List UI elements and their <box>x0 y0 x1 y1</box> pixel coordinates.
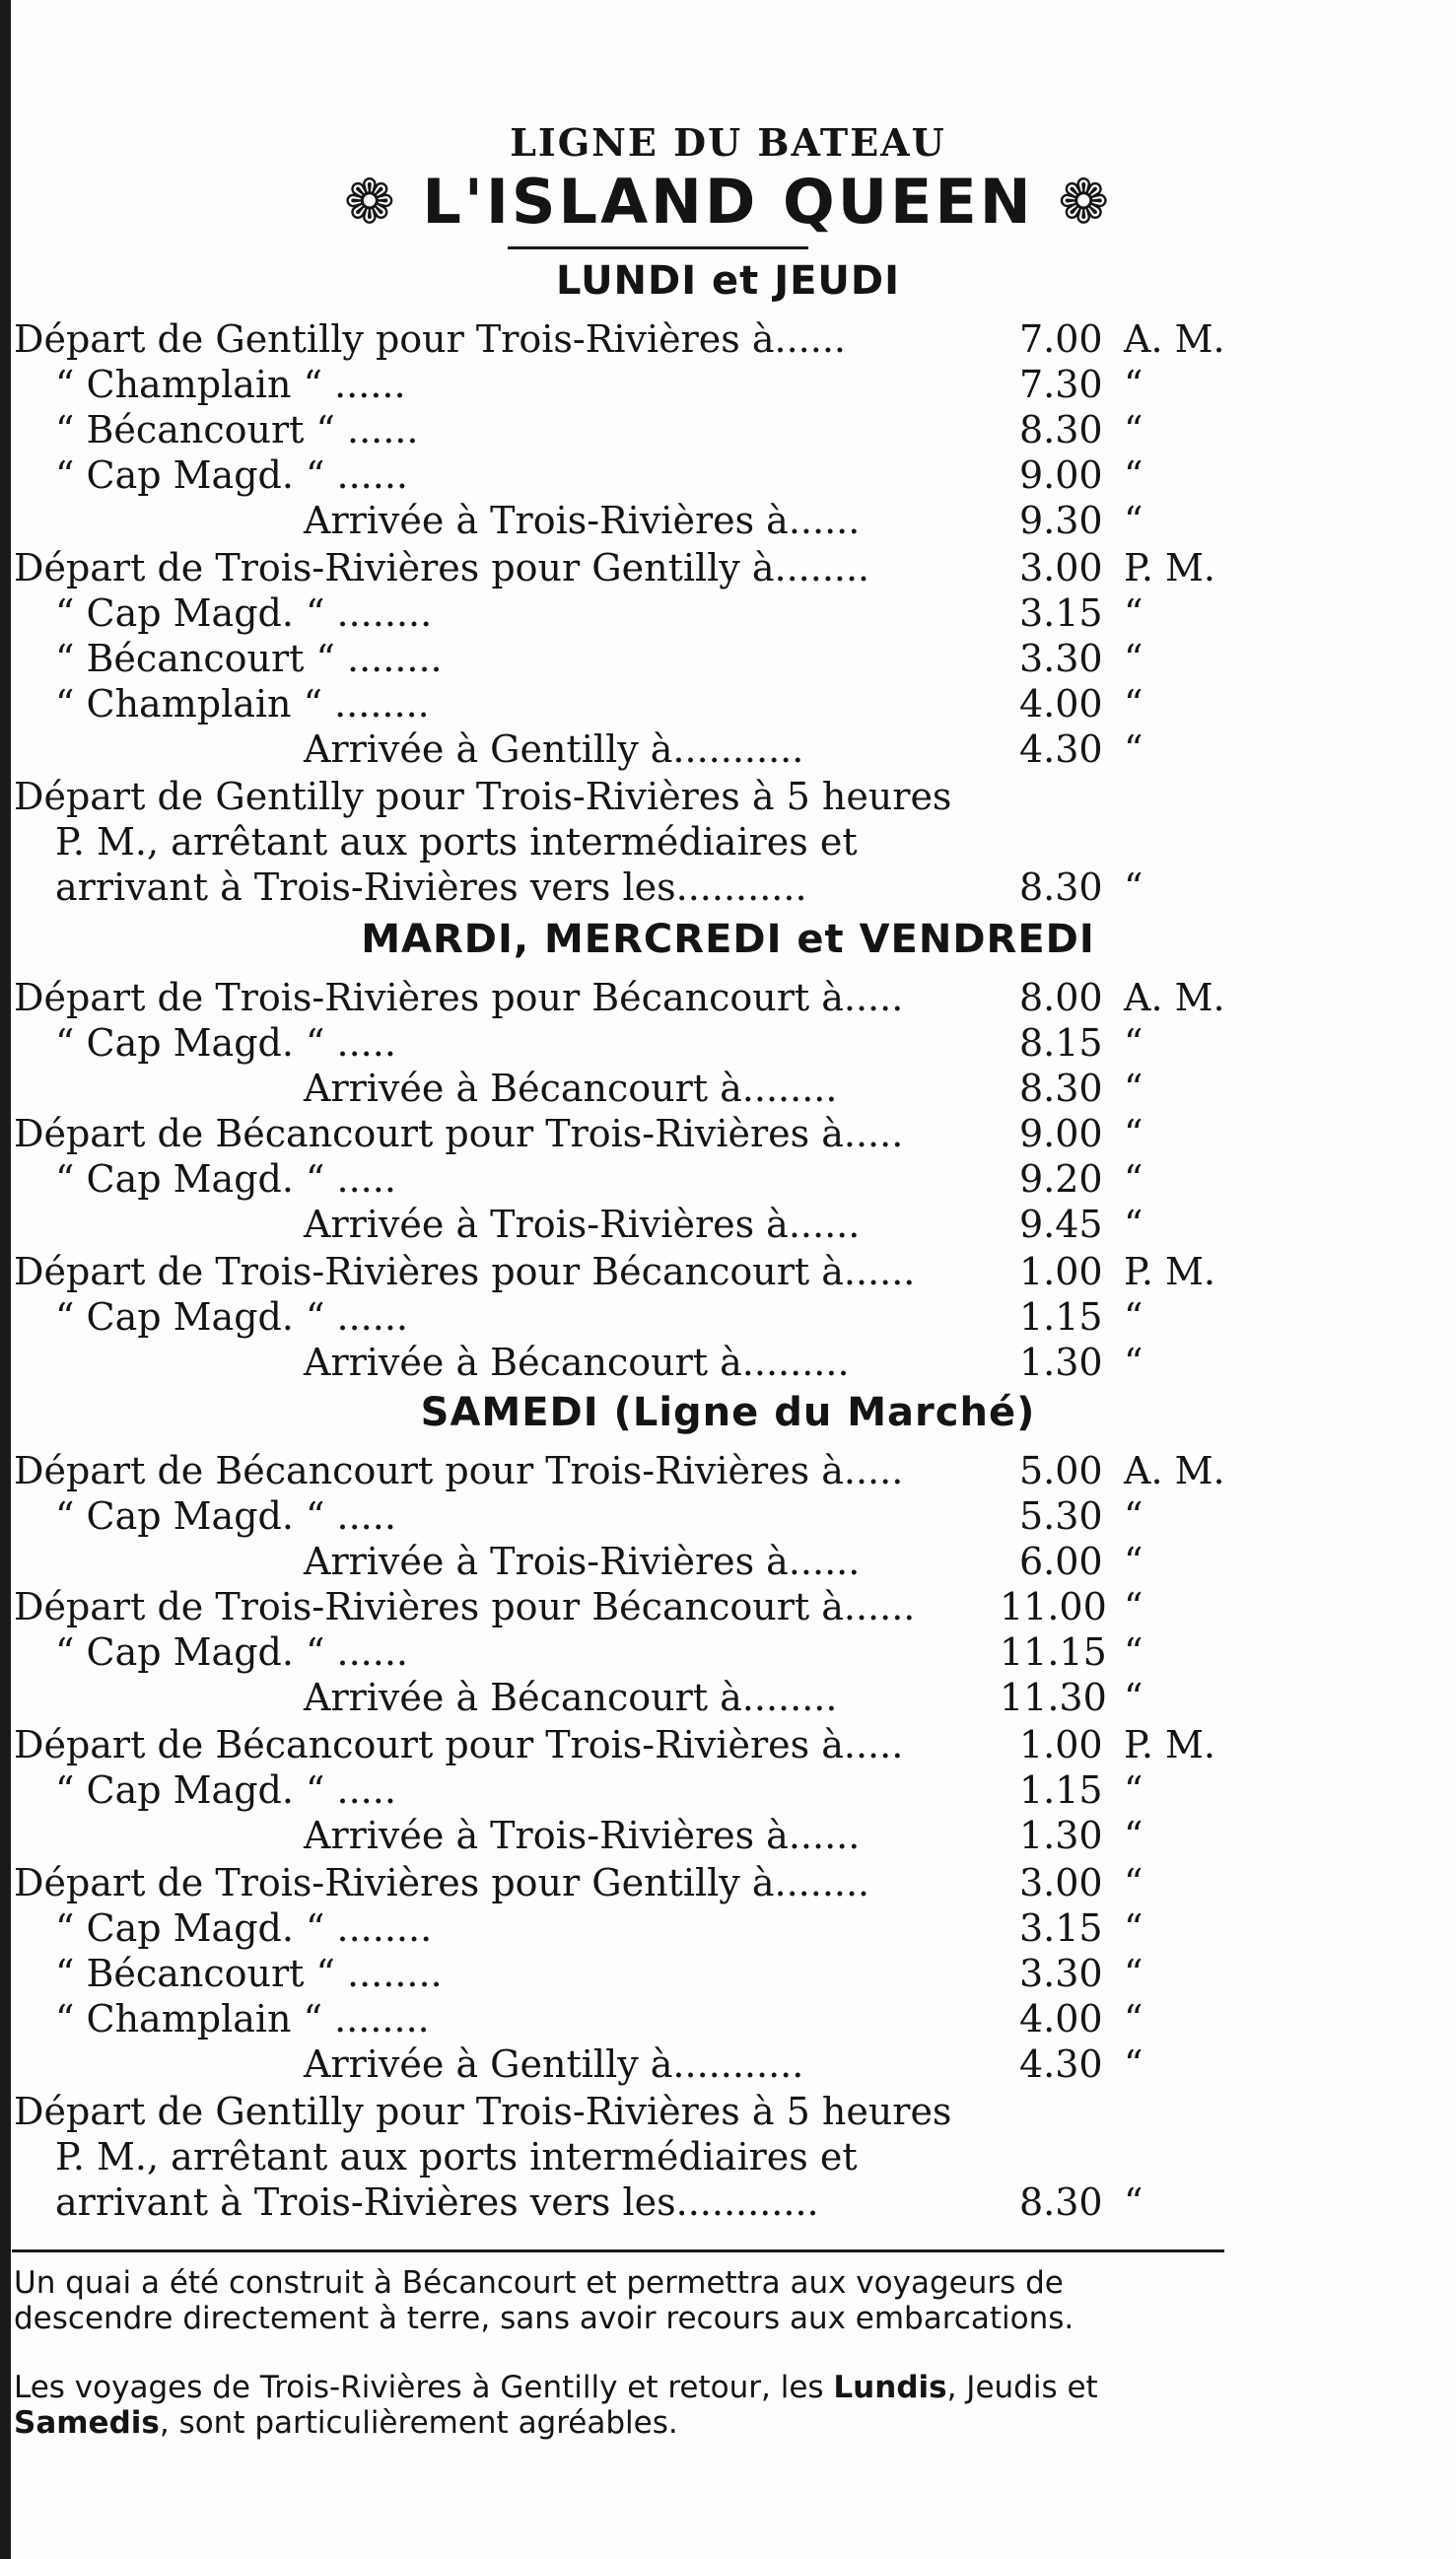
row-label: Départ de Trois-Rivières pour Bécancourt à...... <box>14 1250 916 1293</box>
row-unit: “ <box>1124 1861 1144 1904</box>
note-text: Les voyages de Trois-Rivières à Gentilly et retour, les <box>14 2370 834 2405</box>
row-time: 3.15 <box>1019 591 1103 635</box>
special-departure-unit: “ <box>1124 2180 1144 2224</box>
special-departure-unit: “ <box>1124 865 1144 909</box>
row-unit: P. M. <box>1124 546 1216 589</box>
row-time: 9.20 <box>1019 1157 1103 1201</box>
row-time: 9.30 <box>1019 499 1103 542</box>
row-unit: “ <box>1124 1203 1144 1246</box>
schedule-row <box>0 2042 1456 2088</box>
row-time: 1.30 <box>1019 1341 1103 1384</box>
note-bold-lundis: Lundis <box>833 2370 947 2405</box>
row-unit: “ <box>1124 727 1144 771</box>
row-label: Arrivée à Bécancourt à......... <box>304 1341 850 1384</box>
special-departure-line: arrivant à Trois-Rivières vers les............ <box>55 2180 819 2224</box>
row-unit: “ <box>1124 682 1144 726</box>
row-unit: “ <box>1124 591 1144 635</box>
schedule-row <box>0 1906 1456 1952</box>
row-unit: “ <box>1124 1112 1144 1155</box>
row-label: “ Cap Magd. “ ...... <box>55 1630 408 1674</box>
row-label: Départ de Bécancourt pour Trois-Rivières à..... <box>14 1112 904 1155</box>
row-label: Départ de Gentilly pour Trois-Rivières à...... <box>14 317 846 361</box>
page-title: ❁ L'ISLAND QUEEN ❁ <box>343 166 1113 238</box>
row-label: “ Champlain “ ...... <box>55 363 406 406</box>
schedule-row <box>0 1630 1456 1676</box>
row-time: 8.30 <box>1019 408 1103 451</box>
schedule-row <box>0 453 1456 499</box>
schedule-row <box>0 1449 1456 1494</box>
note-text: , Jeudis et <box>946 2370 1098 2405</box>
row-time: 8.00 <box>1019 976 1103 1019</box>
row-label: “ Cap Magd. “ ........ <box>55 1906 433 1950</box>
schedule-row <box>0 1723 1456 1768</box>
row-time: 9.45 <box>1019 1203 1103 1246</box>
schedule-row <box>0 1952 1456 1997</box>
row-unit: “ <box>1124 1157 1144 1201</box>
schedule-row <box>0 637 1456 682</box>
row-label: Départ de Bécancourt pour Trois-Rivières à..... <box>14 1723 904 1766</box>
title-underline <box>508 246 808 249</box>
row-unit: P. M. <box>1124 1723 1216 1766</box>
note-text: , sont particulièrement agréables. <box>159 2405 678 2441</box>
schedule-row <box>0 1540 1456 1585</box>
pretitle: LIGNE DU BATEAU <box>510 120 946 165</box>
schedule-row <box>0 1250 1456 1295</box>
note-bold-samedis: Samedis <box>14 2405 160 2441</box>
row-label: Arrivée à Gentilly à........... <box>304 2042 804 2086</box>
footer-divider <box>12 2249 1224 2252</box>
special-departure-time: 8.30 <box>1019 865 1103 909</box>
row-unit: “ <box>1124 1067 1144 1110</box>
row-unit: “ <box>1124 408 1144 451</box>
section-heading-mardi-mercredi-vendredi: MARDI, MERCREDI et VENDREDI <box>361 917 1095 962</box>
row-unit: “ <box>1124 1021 1144 1065</box>
row-time: 9.00 <box>1019 1112 1103 1155</box>
schedule-row <box>0 682 1456 727</box>
row-label: “ Cap Magd. “ ..... <box>55 1021 396 1065</box>
row-time: 4.00 <box>1019 682 1103 726</box>
row-unit: “ <box>1124 1814 1144 1857</box>
row-label: “ Cap Magd. “ ...... <box>55 1295 408 1339</box>
row-time: 3.30 <box>1019 1952 1103 1995</box>
row-time: 6.00 <box>1019 1540 1103 1583</box>
schedule-row <box>0 1861 1456 1906</box>
row-label: Arrivée à Bécancourt à........ <box>304 1676 838 1719</box>
row-time: 4.00 <box>1019 1997 1103 2040</box>
row-unit: “ <box>1124 453 1144 497</box>
row-unit: “ <box>1124 1494 1144 1538</box>
row-label: “ Cap Magd. “ ........ <box>55 591 433 635</box>
row-unit: “ <box>1124 1540 1144 1583</box>
row-time: 1.15 <box>1019 1295 1103 1339</box>
row-unit: “ <box>1124 637 1144 680</box>
row-time: 5.00 <box>1019 1449 1103 1492</box>
footer-note-voyages <box>14 2370 1226 2441</box>
row-unit: “ <box>1124 1997 1144 2040</box>
row-label: Départ de Bécancourt pour Trois-Rivières à..... <box>14 1449 904 1492</box>
row-time: 3.15 <box>1019 1906 1103 1950</box>
row-label: Départ de Trois-Rivières pour Bécancourt à..... <box>14 976 904 1019</box>
schedule-row <box>0 1021 1456 1067</box>
row-label: Départ de Trois-Rivières pour Gentilly à........ <box>14 1861 870 1904</box>
schedule-row <box>0 1067 1456 1112</box>
row-label: Départ de Trois-Rivières pour Gentilly à........ <box>14 546 870 589</box>
special-departure-line: Départ de Gentilly pour Trois-Rivières à 5 heures <box>14 2090 952 2133</box>
row-time: 11.00 <box>1000 1585 1107 1628</box>
schedule-row <box>0 1814 1456 1859</box>
schedule-row <box>0 976 1456 1021</box>
schedule-row <box>0 499 1456 544</box>
schedule-row <box>0 1295 1456 1341</box>
row-label: “ Bécancourt “ ........ <box>55 1952 443 1995</box>
schedule-row <box>0 546 1456 591</box>
row-label: Arrivée à Bécancourt à........ <box>304 1067 838 1110</box>
schedule-row <box>0 1768 1456 1814</box>
special-departure-line: arrivant à Trois-Rivières vers les........... <box>55 865 807 909</box>
row-unit: “ <box>1124 1768 1144 1812</box>
schedule-row <box>0 1157 1456 1203</box>
row-label: Arrivée à Trois-Rivières à...... <box>304 1540 861 1583</box>
schedule-row <box>0 363 1456 408</box>
special-departure-line: P. M., arrêtant aux ports intermédiaires et <box>55 820 858 864</box>
section-heading-lundi-jeudi: LUNDI et JEUDI <box>556 258 900 304</box>
schedule-row <box>0 408 1456 453</box>
row-time: 11.15 <box>1000 1630 1107 1674</box>
row-time: 4.30 <box>1019 2042 1103 2086</box>
row-unit: “ <box>1124 1952 1144 1995</box>
row-unit: A. M. <box>1124 976 1225 1019</box>
schedule-row <box>0 1997 1456 2042</box>
row-unit: “ <box>1124 2042 1144 2086</box>
row-unit: “ <box>1124 1585 1144 1628</box>
row-unit: “ <box>1124 1341 1144 1384</box>
row-time: 9.00 <box>1019 453 1103 497</box>
row-label: “ Bécancourt “ ........ <box>55 637 443 680</box>
row-unit: A. M. <box>1124 1449 1225 1492</box>
schedule-row <box>0 1585 1456 1630</box>
row-label: “ Cap Magd. “ ..... <box>55 1494 396 1538</box>
row-time: 1.15 <box>1019 1768 1103 1812</box>
row-unit: “ <box>1124 363 1144 406</box>
row-time: 7.30 <box>1019 363 1103 406</box>
schedule-row <box>0 591 1456 637</box>
row-label: “ Champlain “ ........ <box>55 1997 430 2040</box>
row-label: Arrivée à Gentilly à........... <box>304 727 804 771</box>
row-time: 1.00 <box>1019 1723 1103 1766</box>
row-time: 11.30 <box>1000 1676 1107 1719</box>
row-time: 3.00 <box>1019 1861 1103 1904</box>
row-unit: “ <box>1124 1906 1144 1950</box>
row-time: 7.00 <box>1019 317 1103 361</box>
row-label: Arrivée à Trois-Rivières à...... <box>304 499 861 542</box>
row-label: Départ de Trois-Rivières pour Bécancourt à...... <box>14 1585 916 1628</box>
row-time: 8.15 <box>1019 1021 1103 1065</box>
row-label: “ Cap Magd. “ ..... <box>55 1768 396 1812</box>
schedule-row <box>0 1112 1456 1157</box>
footer-note-quai: Un quai a été construit à Bécancourt et permettra aux voyageurs de descendre directement à terre, sans avoir recours aux embarcations. <box>14 2265 1075 2336</box>
special-departure-line: P. M., arrêtant aux ports intermédiaires et <box>55 2135 858 2179</box>
row-label: “ Cap Magd. “ ..... <box>55 1157 396 1201</box>
row-label: “ Champlain “ ........ <box>55 682 430 726</box>
row-time: 3.00 <box>1019 546 1103 589</box>
row-time: 1.00 <box>1019 1250 1103 1293</box>
special-departure-line: Départ de Gentilly pour Trois-Rivières à 5 heures <box>14 775 952 818</box>
row-time: 5.30 <box>1019 1494 1103 1538</box>
row-unit: “ <box>1124 1676 1144 1719</box>
row-label: Arrivée à Trois-Rivières à...... <box>304 1814 861 1857</box>
section-heading-samedi: SAMEDI (Ligne du Marché) <box>420 1390 1036 1435</box>
row-unit: A. M. <box>1124 317 1225 361</box>
row-time: 8.30 <box>1019 1067 1103 1110</box>
row-time: 1.30 <box>1019 1814 1103 1857</box>
row-label: “ Cap Magd. “ ...... <box>55 453 408 497</box>
row-unit: P. M. <box>1124 1250 1216 1293</box>
schedule-row <box>0 727 1456 773</box>
row-label: Arrivée à Trois-Rivières à...... <box>304 1203 861 1246</box>
schedule-row <box>0 1676 1456 1721</box>
schedule-row <box>0 1203 1456 1248</box>
schedule-row <box>0 1341 1456 1386</box>
special-departure-time: 8.30 <box>1019 2180 1103 2224</box>
schedule-row <box>0 1494 1456 1540</box>
row-time: 3.30 <box>1019 637 1103 680</box>
row-unit: “ <box>1124 499 1144 542</box>
schedule-row <box>0 317 1456 363</box>
row-label: “ Bécancourt “ ...... <box>55 408 419 451</box>
row-time: 4.30 <box>1019 727 1103 771</box>
row-unit: “ <box>1124 1630 1144 1674</box>
row-unit: “ <box>1124 1295 1144 1339</box>
